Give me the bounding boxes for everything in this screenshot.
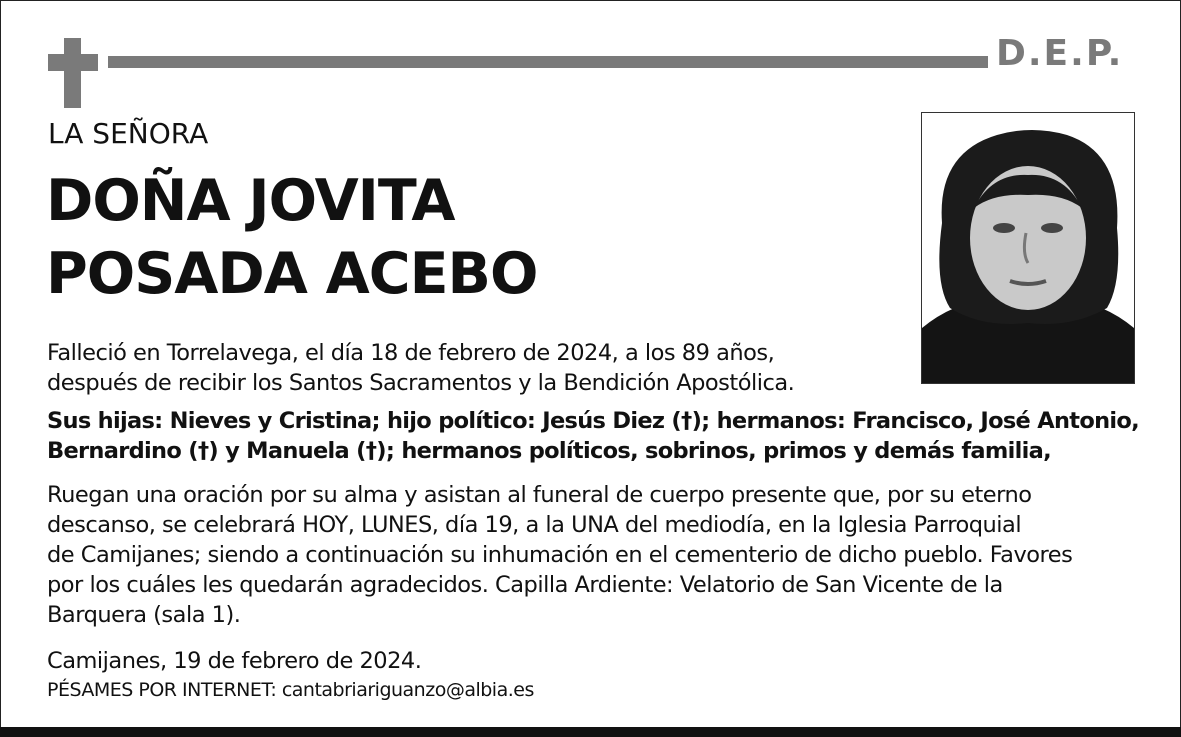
text-line: Falleció en Torrelavega, el día 18 de febrero de 2024, a los 89 años,: [47, 340, 775, 366]
text-line: Ruegan una oración por su alma y asistan al funeral de cuerpo presente que, por su eterno: [47, 482, 1032, 508]
text-line: después de recibir los Santos Sacramentos y la Bendición Apostólica.: [47, 370, 795, 396]
funeral-details: [47, 480, 1072, 630]
cross-icon-horizontal: [48, 54, 98, 71]
text-line: por los cuáles les quedarán agradecidos. Capilla Ardiente: Velatorio de San Vicente de la: [47, 572, 1003, 598]
name-line: POSADA ACEBO: [46, 240, 538, 307]
condolences-line: PÉSAMES POR INTERNET: cantabriariguanzo@albia.es: [47, 679, 534, 701]
deceased-prefix: LA SEÑORA: [48, 117, 209, 150]
death-notice: [47, 338, 794, 398]
text-line: Sus hijas: Nieves y Cristina; hijo político: Jesús Diez (†); hermanos: Francisco, José Antonio,: [47, 408, 1140, 434]
cross-icon-vertical: [64, 38, 81, 108]
text-line: de Camijanes; siendo a continuación su inhumación en el cementerio de dicho pueblo. Favores: [47, 542, 1073, 568]
header-rule: [108, 56, 988, 68]
portrait-photo: [921, 112, 1135, 384]
deceased-name: [46, 165, 537, 311]
dep-label: D.E.P.: [996, 33, 1124, 74]
portrait-icon: [922, 113, 1134, 383]
bottom-bar: [0, 727, 1181, 737]
text-line: Barquera (sala 1).: [47, 602, 241, 628]
name-line: DOÑA JOVITA: [46, 168, 455, 234]
text-line: descanso, se celebrará HOY, LUNES, día 19, a la UNA del mediodía, en la Iglesia Parroquial: [47, 512, 1022, 538]
text-line: Bernardino (†) y Manuela (†); hermanos políticos, sobrinos, primos y demás familia,: [47, 438, 1052, 464]
place-date: Camijanes, 19 de febrero de 2024.: [47, 648, 422, 674]
family-list: [47, 406, 1139, 466]
